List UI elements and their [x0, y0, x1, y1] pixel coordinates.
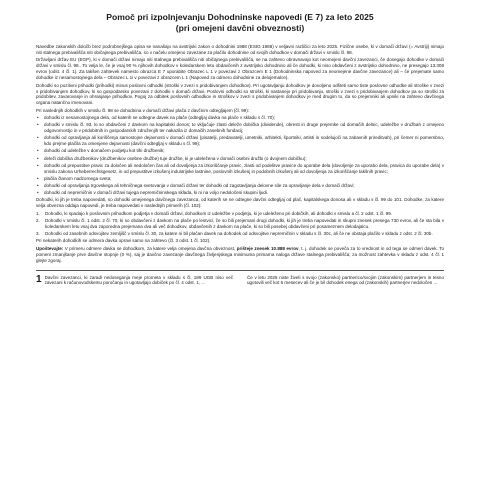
list-item: • deleži dobička družbenikov (družbenikov osebne družbe) tuje družbe, ki je udeležena v domači osebni družbi (o dvojnem dobičku); — [36, 156, 444, 162]
notice-text: V primeru odmere davka se dohodkom, za katere velja omejena davčna obveznost, — [63, 245, 237, 251]
title-line-2: (pri omejeni davčni obveznosti) — [175, 23, 305, 33]
intro-paragraph-4: Pri naslednjih dohodkih v smislu čl. 98 se dohodnina v domači državi plača z davčnim odtegljajem (čl. 99): — [36, 107, 250, 113]
notice-amount: prišteje znesek 10.888 evrov — [236, 245, 299, 251]
item-number: 3. — [36, 230, 40, 236]
list-item: • dohodki iz nesamostojnega dela, od katerih se odtegne davek na plače (odtegljaj davka na plače v skladu s čl. 70); — [36, 115, 444, 121]
on-request-paragraph: Pri nekaterih dohodkih se odmera davka opravi samo na zahtevo (čl. 3 odst. 1 čl. 102). — [36, 238, 211, 244]
list-item: • dohodki od prepustitve pravic za določen ali nedoločen čas ali od dovoljenja za izkoriščanje pravic, zlasti od podelitve pravice do uporabe dela (dovoljenje za uporabo dela, pravica do uporabe dela) v smislu zakona Urheberrechtsgesetz, in od prepustitve izkušenj industrijske lastnine, poslovnih izkušenj in podobnih izkušenj ali od dovoljenja za izkoriščanje takšnih pravic; — [36, 163, 444, 175]
list-item: • dohodki v smislu čl. 93, ki so obdavčeni z davkom na kapitalski donos; to vključuje zlasti deleže dobička (dividende), obresti in druge prejemke od domačih delnic, udeležbe v družbah z omejeno odgovornostjo in v pridobitnih in gospodarskih združenjih ter nakazila iz domačih zasebnih fundacij; — [36, 122, 444, 134]
list-item: • dohodki od opravljanja trgovskega ali tehničnega svetovanja v domači državi ter dohodki od zagotavljanja delovne sile za opravljanje dela v domači državi; — [36, 183, 444, 189]
item-number: 1. — [36, 210, 40, 216]
footnote-left — [36, 275, 233, 287]
item-text: Dohodki od zasebnih odsvojitev zemljišč v smislu čl. 30, za katere ni bil plačan davek na dohodek od odsvojitve nepremičnin v skladu s čl. 30c, ali če ne obstaja plačilo v skladu z odst. 2 čl. 30b. — [45, 230, 433, 236]
list-item — [36, 231, 444, 237]
notice-paragraph — [36, 246, 444, 264]
list-item — [36, 218, 444, 230]
intro-paragraph-1: Navedbe zakonskih določb brez podrobnejšega opisa se nanašajo na avstrijski zakon o dohodnini 1988 (EStG 1988) v veljavni različici za leto 2025. Fizične osebe, ki v domači državi (= Avstriji) nimajo niti stalnega prebivališča niti običajnega prebivališča, so v načelu omejeno zavezane za plačilo dohodnine od svojih dohodkov v domači državi v smislu čl. 98. — [36, 44, 444, 55]
intro-paragraph-3: Dohodki so pozitivni prihodki (prihodki) minus poslovni odhodki (stroški v zvezi s pridobivanjem dohodkov). Pri ugotavljanju dohodkov je dovoljeno odšteti samo tiste poslovne odhodke ali stroške v zvezi s pridobivanjem dohodkov, ki so gospodarsko povezani z dohodki v domači državi. Poslovni odhodki so stroški, ki nastanejo pri pridobivanju, stroški v zvezi s pridobivanjem dohodkov pa so stroški za pridobitev, zavarovanje in ohranjanje prihodkov. Pogoj za odbitek poslovnih odhodkov in stroškov v zvezi s pridobivanjem dohodkov je med drugim to, da so prejemniki ali upniki na zahtevo davčnega organa natančno imenovani. — [36, 82, 444, 106]
list-item: • dohodki od opravljanja ali koriščenja samostojne dejavnosti v domači državi (pisatelji, predavatelji, umetniki, arhitekti, športniki, artisti in sodelujoči na zabavnih prireditvah), pri čemer ni pomembno, kdo prejme plačila za omenjene dejavnosti (davčni odtegljaj v skladu s čl. 99); — [36, 135, 444, 147]
footnote-number: 1 — [36, 273, 42, 285]
page-title — [36, 12, 444, 34]
intro-paragraph-2: Državljani držav EU (EGP), ki v domači državi nimajo niti stalnega prebivališča niti običajnega prebivališča, se na zahtevo obravnavajo kot neomejeni davčni zavezanci, če dosegajo dohodke v domači državi v smislu čl. 98.. To velja le, če je vsaj 90 % njihovih dohodkov v koledarskem letu obdavčenih z avstrijsko dohodnino ali če dohodki, ki niso obdavčeni z avstrijsko dohodnino, ne presegajo 13.308 evrov (odst. 4 čl. 1). Za takšen zahtevek namesto obrazca E 7 uporabite Obrazec L 1 v povezavi z Obrazcem E 1 (Dohodninska napoved za neomejene davčne zavezance) ali – če prejemate samo dohodke iz nesamostojnega dela – Obrazec L 1i v povezavi z obrazcem L 1 (Napoved za odmero dohodnine za delojemalce). — [36, 57, 444, 81]
item-number: 2. — [36, 217, 40, 223]
footnote-right-text: Če v letu 2025 niste živeli s svojo (zakonsko) partnerico/svojim (zakonskim) partnerjem in tesno ugotovili več kot 6 mesecev ali če je bil dohodek enega od (zakonskih) partnerjev nedoločen ... — [247, 274, 444, 286]
withholding-list — [36, 115, 444, 195]
footnote-right — [247, 275, 444, 287]
list-item: • dohodki od nepremičnin v domači državi tujega nepremičninskega sklada, ki ni na voljo nedoločeni skupini ljudi. — [36, 190, 444, 196]
item-text: Dohodki v smislu čl. 1 odst. 2 čl. 70, ki so obdavčeni z davkom na plače po lestvici, če so bili prejemani drugi dohodki, ki jih je treba napovedati in skupni znesek presega 730 evrov, ali če sta bila v koledarskem letu vsaj dva zaporedna prejemana dva ali več dohodkov, obdavčenih z davkom na plače, ki so bili posebej obdavčeni pri posameznem delodajalcu. — [45, 217, 444, 229]
notice-lead: Upoštevajte: — [36, 245, 64, 251]
footnotes — [36, 275, 444, 287]
declaration-paragraph: Dohodki, ki jih je treba napovedati, so dohodki omejenega davčnega zavezanca, od katerih se ne odtegne davčni odtegljaj od plač, kapitalskega donosa ali v skladu s čl. 99 do 101. Dohodke, za katere velja obvezna oddaja napovedi, je treba napovedati v naslednjih primerih (čl. 102): — [36, 197, 444, 209]
list-item: • dohodki od udeležbe v domačem podjetju kot tihi družbenik; — [36, 148, 444, 154]
title-line-1: Pomoč pri izpolnjevanju Dohodninske napovedi (E 7) za leto 2025 — [106, 12, 374, 22]
declaration-list — [36, 211, 444, 237]
list-item — [36, 211, 444, 217]
footnote-divider — [36, 270, 444, 271]
footnote-left-text: Davčni zavezanci, ki zaradi nedoseganja meje prometa v skladu s čl. 189 UGB niso več zavezani k računovodskemu poročanju in ugotavljajo dobiček po čl. 4 odst. 1, ... — [44, 274, 233, 286]
list-item: • plačila članom nadzornega sveta; — [36, 176, 444, 182]
item-text: Dohodki, ki spadajo k poslovnim prihodkom podjetja v domači državi, dohodkom iz udeležbe v podjetju, ki je udeleženo pri dobičkih, ali dohodki v smislu a čl. 2 odst. 1 čl. 99. — [45, 210, 393, 216]
notice-rest: , t. j. dohodek se poveča za to vrednost in od tega se odmeri davek. To pomeni zmanjšanje prve davčne stopnje (0 %), saj je davčno zavezanje davčnega življenjskega minimuma primarna naloga države stalnega prebivališča; za možnost zahtevka v skladu z odst. 4 čl. 1 glejte zgoraj. — [36, 245, 445, 263]
